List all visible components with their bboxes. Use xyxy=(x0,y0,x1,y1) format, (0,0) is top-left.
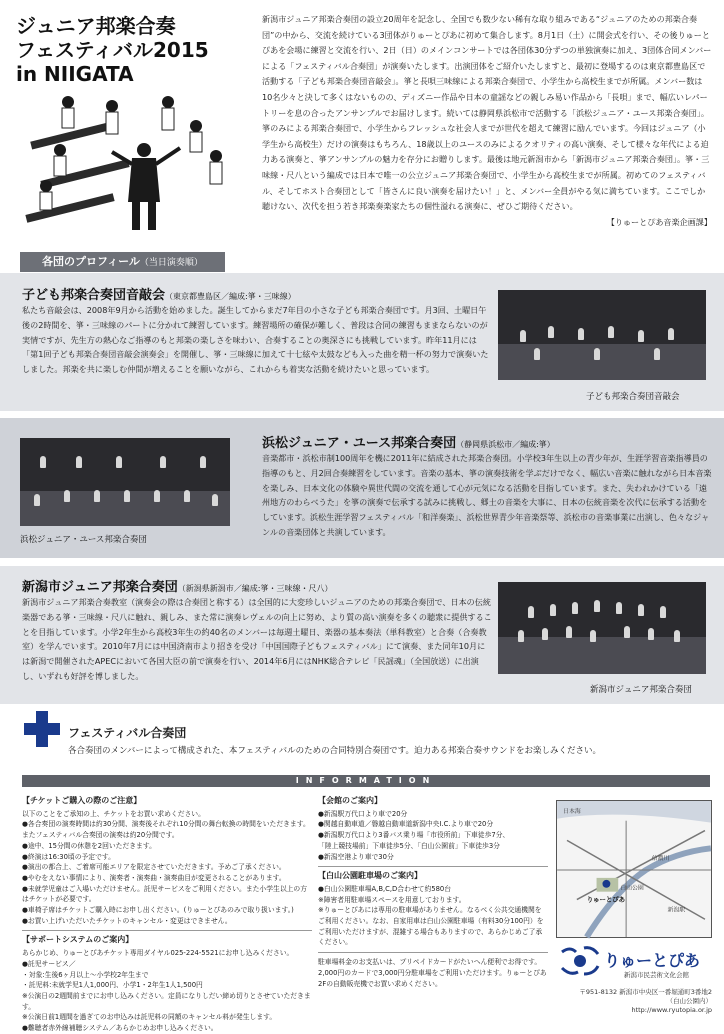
group-1-title xyxy=(22,284,492,303)
support-line: あらかじめ、りゅーとぴあチケット専用ダイヤル025-224-5521にお申し込みください。 xyxy=(22,949,294,958)
group-2-body: 音楽都市・浜松市制100周年を機に2011年に結成された邦楽合奏団。小学校3年生以上の青少年が、生涯学習音楽指導員の指導のもと、月2回合奏練習をしています。音楽の基本、箏の演奏技術を学ぶだけでなく、幅広い音楽に触れながら日本音楽を楽しみ、日本文化の体験や異世代間の交流を通して心が元気になる活動を目指しています。また、失われかけている「遠州地方のわらべうた」を箏の演奏で伝承する試みに挑戦し、郷土の音楽を大事に、日本の伝統音楽を次代に伝承する活動をしています。浜松生涯学習フェスティバル「和洋奏楽」、浜松世界青少年音楽祭等、浜松市の音楽事業に出演し、色々なジャンルの音楽団体と共演しています。 xyxy=(262,453,712,537)
group-3-body: 新潟市ジュニア邦楽合奏教室（演奏会の際は合奏団と称する）は全国的に大変珍しいジュニアのための邦楽合奏団で、日本の伝統楽器である箏・三味線・尺八に触れ、親しみ、また常に演奏レヴェルの向上に努め、より質の高い演奏を多くの聴衆に提供することを目指しています。小学2年生から高校3年生の約40名のメンバーは毎週土曜日、楽器の基本奏法（単科教室）と合奏（合奏教室）を学んでいます。2010年7月には中国済南市より招きを受け「中国国際子どもフェスティバル」にて演奏、また同年10月には新潟で開催されたAPECにおいて各国大臣の前で演奏を行い、2014年6月にはNHK総合テレビ「民謡魂」（全国放送）に出演し、いずれも好評を博しました。 xyxy=(22,597,492,681)
ticket-line: ●途中、15分間の休憩を2回いただきます。 xyxy=(22,841,156,850)
ticket-line: ●お買い上げいただいたチケットのキャンセル・変更はできません。 xyxy=(22,916,232,925)
ticket-line: ●終演は16:30頃の予定です。 xyxy=(22,852,115,861)
ryutopia-logo xyxy=(560,944,710,984)
ticket-line: ●車椅子席はチケットご購入時にお申し出ください。(りゅーとぴあのみで取り扱います。) xyxy=(22,906,294,915)
group-2-name: 浜松ジュニア・ユース邦楽合奏団 xyxy=(262,436,457,451)
support-line: ●難聴者赤外線補聴システム／あらかじめお申し込みください。 xyxy=(22,1024,218,1033)
intro-body: 新潟市ジュニア邦楽合奏団の設立20周年を記念し、全国でも数少ない稀有な取り組みである“ジュニアのための邦楽合奏団”の中から、交流を続けている3団体がりゅーとぴあに初めて集合します。8月1日（土）に開会式を行い、その後りゅーとぴあを会場に練習と交流を行い、2日（日）のメインコンサートでは各団体30分ずつの単独演奏に加え、3団体合同メンバーによる「フェスティバル合奏団」が演奏いたします。出演団体をご紹介いたしますと、最初に登場するのは東京都豊島区で活動する「子ども邦楽合奏団音敲会」。箏と長唄三味線による邦楽合奏団で、小学生から高校生までが所属。メンバー数は10名少々と決して多くはないものの、ディズニー作品や日本の童謡などの親しみ易い作品から「長唄」まで、幅広いレパートリーを息の合ったアンサンブルでお届けします。続いては静岡県浜松市で活動する「浜松ジュニア・ユース邦楽合奏団」。箏のみによる邦楽合奏団で、小学生からフレッシュな社会人までが世代を超えて練習に励んでいます。今回はジュニア（小学生から高校生）だけの演奏はもちろん、18歳以上のユースのみによるクオリティの高い演奏、そして様々な年代による迫力ある演奏と、箏アンサンブルの魅力を存分にお贈りします。最後は地元新潟市から「新潟市ジュニア邦楽合奏団」。箏・三味線・尺八という編成では日本で唯一の公立ジュニア邦楽合奏団で、小学生から高校生までが所属。初めてのフェスティバル、そしてホスト合奏団として「皆さんに良い演奏を届けたい！」と、メンバー全員がやる気に満ちています。ここでしか聴けない、次代を担う若き邦楽奏楽家たちの個性溢れる演奏に、ぜひご期待ください。 xyxy=(262,14,712,212)
access-info xyxy=(318,796,548,989)
title-line-1: ジュニア邦楽合奏 xyxy=(16,14,176,38)
map-label-park: 白山公園 xyxy=(620,885,644,892)
support-line: ・対象:生後6ヶ月以上～小学校2年生まで xyxy=(22,970,149,979)
title-line-2: フェスティバル2015 xyxy=(16,38,209,62)
address-line: 〒951-8132 新潟市中央区一番堀通町3番地2 xyxy=(579,988,712,996)
venue-address xyxy=(560,988,712,1015)
information-bar: INFORMATION xyxy=(22,775,710,787)
group-3 xyxy=(22,576,492,684)
group-2 xyxy=(262,432,712,540)
ticket-line: ●やむをえない事情により、演奏者・演奏曲・演奏曲目が変更されることがあります。 xyxy=(22,873,286,882)
title-line-3: in NIIGATA xyxy=(16,62,134,86)
performers-illustration xyxy=(20,92,230,232)
ticket-line: ●未就学児童はご入場いただけません。託児サービスをご利用ください。また小学生以上の方はチケットが必要です。 xyxy=(22,884,308,904)
group-3-meta: （新潟県新潟市／編成:箏・三味線・尺八） xyxy=(177,584,333,593)
parking-line: 駐車場料金のお支払いは、プリペイドカードがたいへん便利でお得です。2,000円のカードで3,000円分駐車場をご利用いただけます。りゅーとぴあ2Fの自動販売機でお買い求めください。 xyxy=(318,958,547,988)
ticket-line: ●演出の都合上、ご着席可能エリアを限定させていただきます。予めご了承ください。 xyxy=(22,863,286,872)
support-line: ※公演日前1週間を過ぎてのお申込みは託児料の同額のキャンセル料が発生します。 xyxy=(22,1013,277,1022)
access-line: 「陸上競技場前」下車徒歩5分、「白山公園前」下車徒歩3分 xyxy=(318,841,500,850)
map-label-river: 信濃川 xyxy=(651,856,670,863)
venue-map xyxy=(556,800,712,938)
festival-body: 各合奏団のメンバーによって構成された、本フェスティバルのための合同特別合奏団です。迫力ある邦楽合奏サウンドをお楽しみください。 xyxy=(68,746,601,756)
support-line: ●託児サービス／ xyxy=(22,959,76,968)
group-2-title xyxy=(262,432,712,451)
group-1-name: 子ども邦楽合奏団音敲会 xyxy=(22,288,166,303)
access-line: ●新潟空港より車で30分 xyxy=(318,852,394,861)
map-label-venue: りゅーとぴあ xyxy=(586,895,626,904)
map-label-sea: 日本海 xyxy=(563,808,581,815)
logo-subtitle: 新潟市民芸術文化会館 xyxy=(624,971,689,979)
page-title xyxy=(16,14,246,86)
ticket-heading: 【チケットご購入の際のご注意】 xyxy=(22,796,142,805)
group-3-photo xyxy=(498,582,706,674)
access-heading: 【会館のご案内】 xyxy=(318,796,382,805)
group-2-caption: 浜松ジュニア・ユース邦楽合奏団 xyxy=(20,535,147,545)
group-3-title xyxy=(22,576,492,595)
access-line: ●関越自動車道／磐越自動車道新潟中央I.C.より車で20分 xyxy=(318,820,494,829)
intro-text xyxy=(262,12,712,230)
support-heading: 【サポートシステムのご案内】 xyxy=(22,935,134,945)
access-line: ●新潟駅万代口より3番バス乗り場「市役所前」下車徒歩7分、 xyxy=(318,831,510,840)
access-line: ●新潟駅万代口より車で20分 xyxy=(318,809,408,818)
group-1-photo xyxy=(498,290,706,380)
support-line: ※公演日の2週間前までにお申し込みください。定員になりしだい締め切りとさせていただきます。 xyxy=(22,991,311,1011)
support-line: ・託児料:未就学児1人1,000円、小学1・2年生1人1,500円 xyxy=(22,981,203,990)
group-2-meta: （静岡県浜松市／編成:箏） xyxy=(456,440,555,449)
parking-line: ※障害者用駐車場スペースを用意しております。 xyxy=(318,895,466,904)
ticket-info xyxy=(22,796,312,1034)
group-3-caption: 新潟市ジュニア邦楽合奏団 xyxy=(590,685,692,695)
ryutopia-logo-icon xyxy=(560,944,600,978)
ticket-line: 以下のことをご承知の上、チケットをお買い求めください。 xyxy=(22,809,205,818)
group-1-body: 私たち音敲会は、2008年9月から活動を始めました。誕生してからまだ7年目の小さな子ども邦楽合奏団です。月3回、土曜日午後の2時間を、箏・三味線のパートに分かれて練習しています。練習場所の確保が難しく、普段は合同の練習もままならないのが実情ですが、先生方の熱心なご指導のもと邦楽の楽しさを味わい、合奏することの奥深さにも挑戦しています。昨年11月には「第1回子ども邦楽合奏団音敲会演奏会」を開催し、箏・三味線に加えて十七絃や太鼓なども入った曲を精一杯の努力で演奏いたしました。邦楽を共に楽しむ仲間が増えることを願いながら、これからも着実な活動を続けたいと思っています。 xyxy=(22,305,489,375)
group-1 xyxy=(22,284,492,377)
ticket-line: ●各合奏団の演奏時間は約30分間、演奏後それぞれ10分間の舞台転換の時間をいただきます。またフェスティバル合奏団の演奏は約20分間です。 xyxy=(22,820,310,840)
intro-signature: 【りゅーとぴあ音楽企画課】 xyxy=(606,216,712,227)
group-1-caption: 子ども邦楽合奏団音敲会 xyxy=(586,392,680,402)
profile-tab-label: 各団のプロフィール xyxy=(42,255,140,268)
address-line-2: （白山公園内） xyxy=(666,997,712,1005)
map-label-station: 新潟駅 xyxy=(667,907,686,914)
festival-title: フェスティバル合奏団 xyxy=(68,726,187,740)
group-2-photo xyxy=(20,438,230,526)
venue-url[interactable]: http://www.ryutopia.or.jp xyxy=(631,1006,712,1014)
profile-section-tab xyxy=(20,252,225,272)
logo-wordmark: りゅーとぴあ xyxy=(604,951,701,970)
group-1-meta: （東京都豊島区／編成:箏・三味線） xyxy=(165,292,296,301)
group-3-name: 新潟市ジュニア邦楽合奏団 xyxy=(22,580,178,595)
parking-heading: 【白山公園駐車場のご案内】 xyxy=(318,871,422,881)
parking-line: ※りゅーとぴあには専用の駐車場がありません。なるべく公共交通機関をご利用ください。なお、自家用車は白山公園駐車場（有料30分100円）をご利用いただけますが、混雑する場合もありますので、あらかじめご了承ください。 xyxy=(318,906,544,947)
plus-icon xyxy=(24,711,60,747)
parking-line: ●白山公園駐車場A,B,C,D合わせて約580台 xyxy=(318,884,452,893)
profile-tab-sub: （当日演奏順） xyxy=(139,258,203,268)
